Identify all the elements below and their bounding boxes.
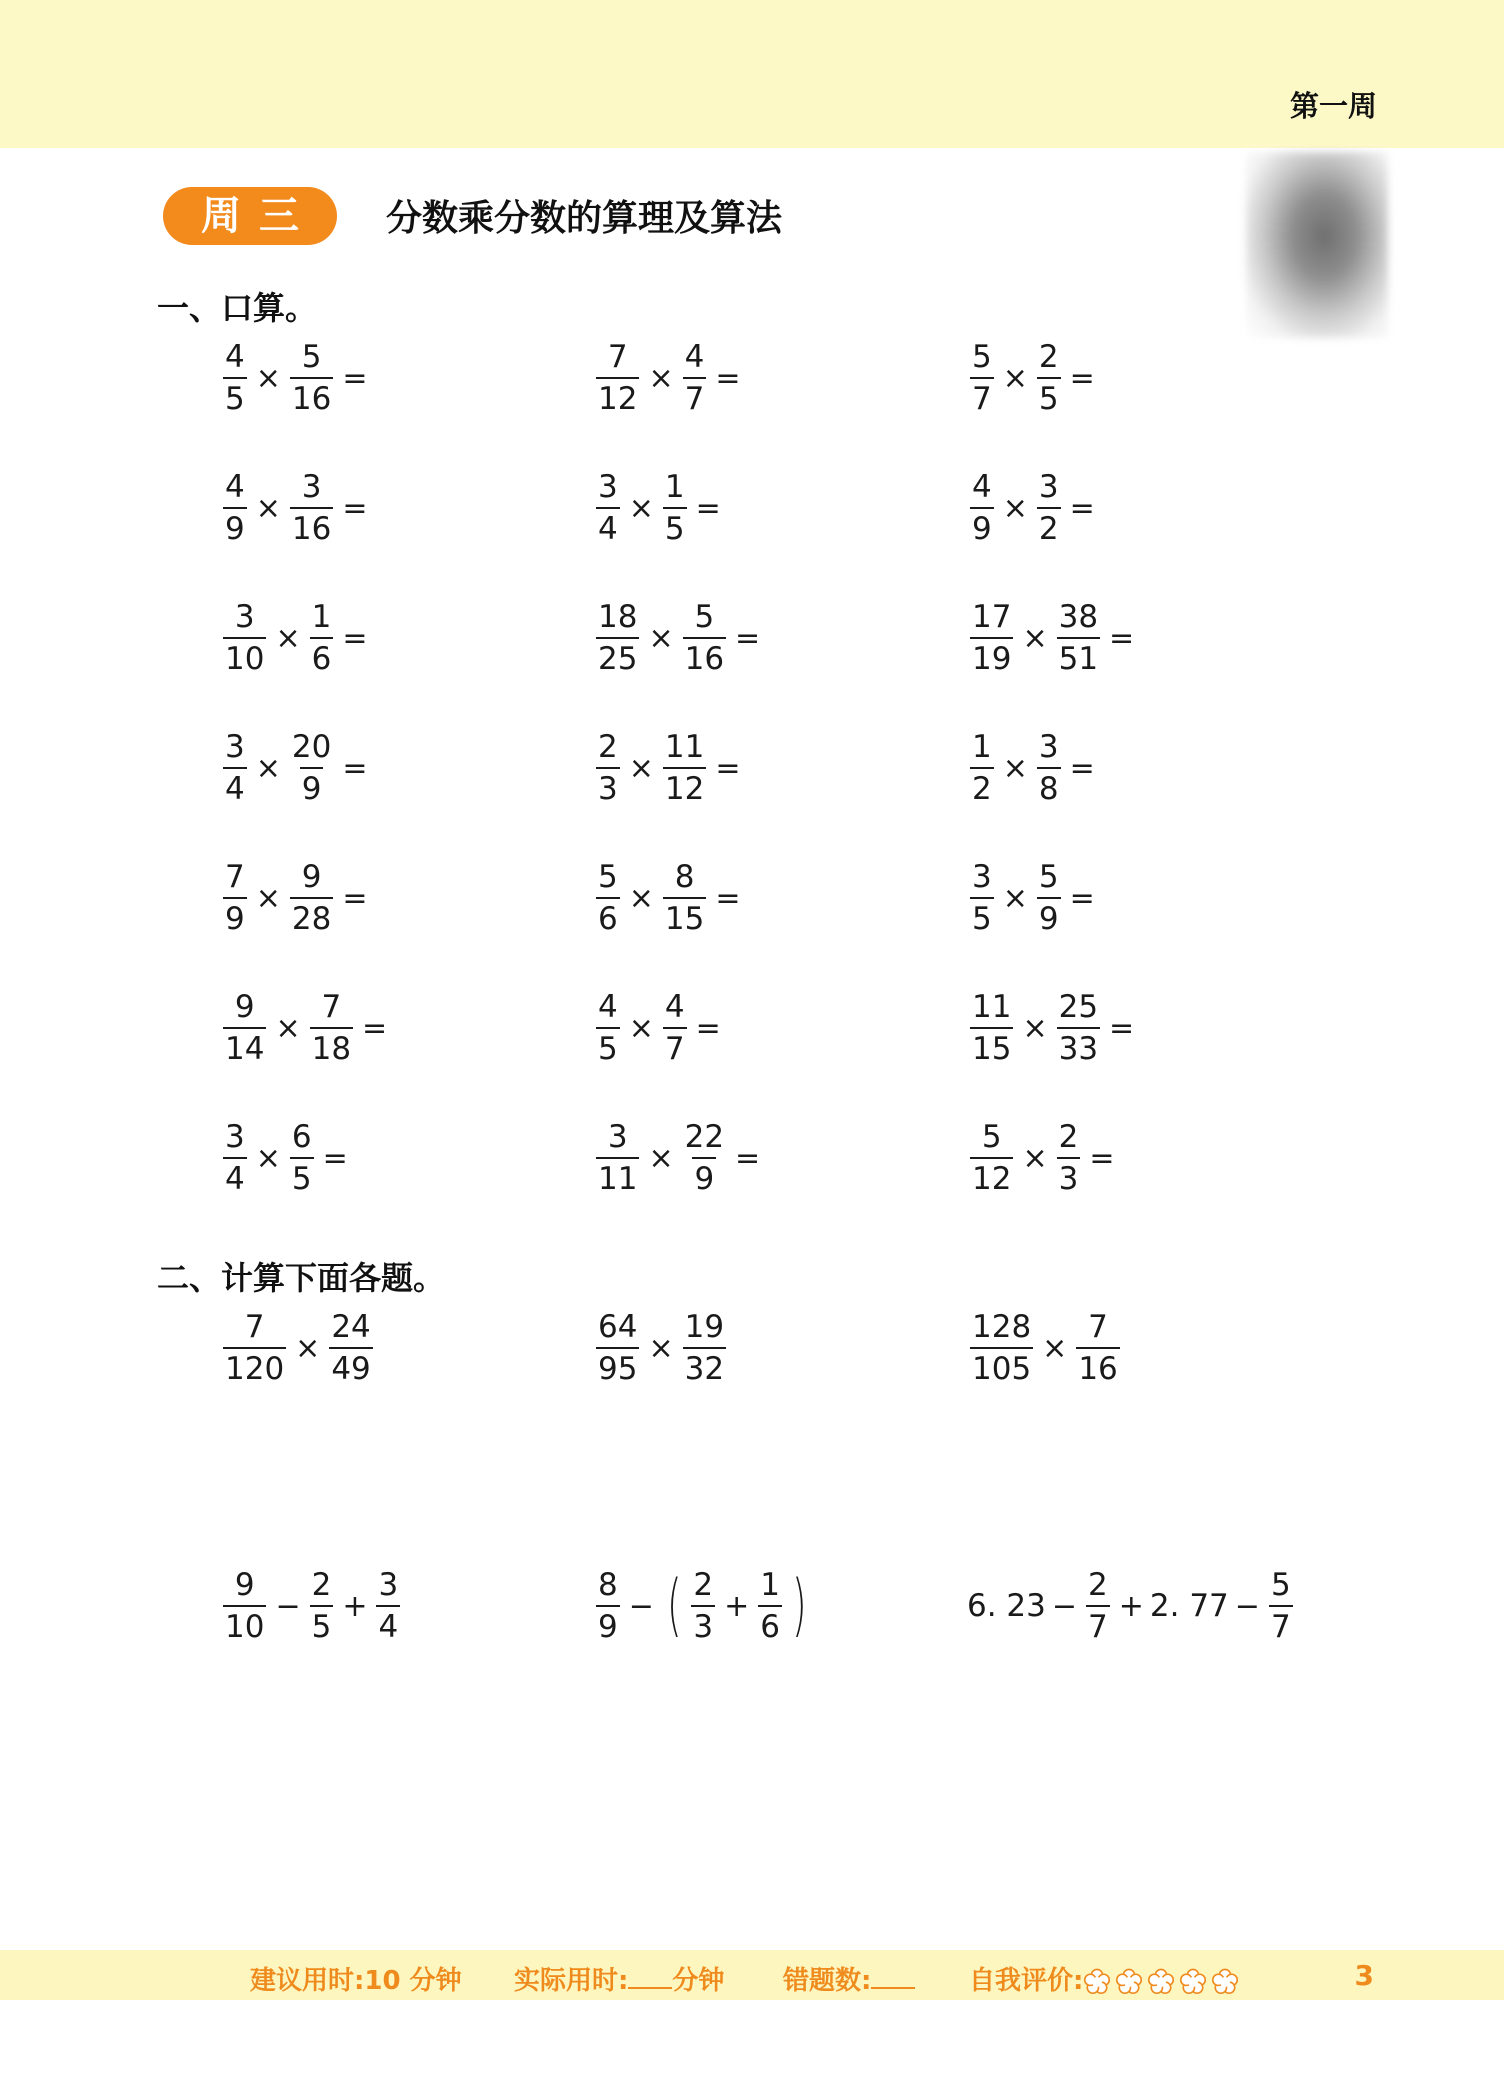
denominator: 7: [1086, 1605, 1110, 1644]
denominator: 12: [663, 767, 706, 806]
footer-band: [0, 1950, 1504, 2000]
section-2-title: 二、计算下面各题。: [157, 1259, 446, 1297]
denominator: 11: [596, 1157, 639, 1196]
equals-sign: =: [735, 1140, 761, 1176]
fraction: [970, 730, 994, 806]
numerator: 19: [684, 1309, 725, 1345]
denominator: 51: [1057, 637, 1100, 676]
flower-rating-icon[interactable]: [1179, 1968, 1207, 1996]
numerator: 4: [225, 469, 245, 505]
times-sign: ×: [648, 1330, 674, 1366]
oral-problem: [967, 340, 1101, 416]
denominator: 3: [691, 1605, 715, 1644]
fraction: [970, 470, 994, 546]
equals-sign: =: [1069, 750, 1095, 786]
oral-problem: [220, 600, 373, 676]
equals-sign: =: [342, 490, 368, 526]
fraction: [223, 600, 266, 676]
fraction: [290, 470, 333, 546]
numerator: 5: [301, 339, 322, 375]
fraction: [223, 1568, 266, 1644]
fraction: [1086, 1568, 1110, 1644]
fraction: [596, 1310, 639, 1386]
times-sign: ×: [1022, 1140, 1048, 1176]
numerator: 2: [693, 1567, 714, 1603]
numerator: 4: [225, 339, 245, 375]
fraction: [329, 1310, 372, 1386]
fraction: [290, 730, 333, 806]
fraction: [223, 860, 247, 936]
denominator: 32: [683, 1347, 726, 1386]
equals-sign: =: [322, 1140, 348, 1176]
times-sign: ×: [628, 750, 654, 786]
oral-problem: [220, 860, 373, 936]
mixed-expression: [967, 1568, 1296, 1644]
times-sign: ×: [275, 620, 301, 656]
fraction: [290, 860, 333, 936]
lesson-title: 分数乘分数的算理及算法: [386, 198, 783, 239]
denominator: 15: [970, 1027, 1013, 1066]
denominator: 5: [970, 897, 994, 936]
denominator: 4: [223, 1157, 247, 1196]
denominator: 3: [1057, 1157, 1081, 1196]
times-sign: ×: [1022, 1010, 1048, 1046]
mixed-expression: [593, 1568, 814, 1644]
equals-sign: =: [1109, 620, 1135, 656]
numerator: 3: [1038, 469, 1059, 505]
numerator: 20: [291, 729, 332, 765]
oral-problem: [967, 1120, 1120, 1196]
fraction: [596, 600, 639, 676]
times-sign: ×: [255, 1140, 281, 1176]
decimal-number: 2. 77: [1149, 1588, 1229, 1624]
fraction: [683, 1310, 726, 1386]
times-sign: ×: [255, 880, 281, 916]
equals-sign: =: [715, 880, 741, 916]
denominator: 9: [692, 1157, 716, 1196]
denominator: 120: [223, 1347, 286, 1386]
fraction: [596, 340, 639, 416]
fraction: [970, 600, 1013, 676]
fraction: [596, 1568, 620, 1644]
numerator: 3: [378, 1567, 399, 1603]
denominator: 28: [290, 897, 333, 936]
fraction: [758, 1568, 782, 1644]
times-sign: ×: [1002, 490, 1028, 526]
oral-problem: [593, 1120, 766, 1196]
flower-rating-icon[interactable]: [1115, 1968, 1143, 1996]
fraction: [596, 470, 620, 546]
times-sign: ×: [255, 360, 281, 396]
oral-problem: [967, 860, 1101, 936]
minus-sign: −: [1051, 1588, 1078, 1624]
times-sign: ×: [255, 750, 281, 786]
oral-problem: [220, 1120, 354, 1196]
times-sign: ×: [1002, 360, 1028, 396]
denominator: 16: [290, 377, 333, 416]
times-sign: ×: [275, 1010, 301, 1046]
numerator: 5: [598, 859, 618, 895]
equals-sign: =: [1069, 880, 1095, 916]
times-sign: ×: [1022, 620, 1048, 656]
numerator: 2: [1038, 339, 1059, 375]
numerator: 3: [301, 469, 322, 505]
fraction: [663, 470, 687, 546]
denominator: 9: [596, 1605, 620, 1644]
actual-time-label: 实际用时:: [514, 1966, 629, 1996]
oral-problem: [220, 340, 373, 416]
fraction: [691, 1568, 715, 1644]
actual-time-unit: 分钟: [672, 1966, 725, 1996]
numerator: 9: [234, 1567, 255, 1603]
numerator: 9: [234, 989, 255, 1025]
denominator: 16: [290, 507, 333, 546]
right-paren: ): [791, 1566, 807, 1645]
numerator: 22: [684, 1119, 725, 1155]
mistakes-blank[interactable]: [871, 1965, 915, 1989]
equals-sign: =: [695, 1010, 721, 1046]
denominator: 4: [223, 767, 247, 806]
numerator: 3: [972, 859, 992, 895]
fraction: [683, 1120, 726, 1196]
times-sign: ×: [1042, 1330, 1068, 1366]
equals-sign: =: [342, 620, 368, 656]
oral-problem: [593, 860, 746, 936]
fraction: [970, 860, 994, 936]
numerator: 6: [291, 1119, 312, 1155]
oral-problem: [593, 470, 727, 546]
fraction: [970, 1120, 1013, 1196]
fraction: [1269, 1568, 1293, 1644]
fraction: [596, 1120, 639, 1196]
denominator: 7: [683, 377, 707, 416]
minus-sign: −: [275, 1588, 301, 1624]
fraction: [1037, 340, 1061, 416]
times-sign: ×: [648, 1140, 674, 1176]
denominator: 14: [223, 1027, 266, 1066]
numerator: 3: [234, 599, 255, 635]
page-number: 3: [1354, 1959, 1374, 1992]
fraction: [663, 730, 706, 806]
numerator: 1: [972, 729, 992, 765]
denominator: 105: [970, 1347, 1033, 1386]
numerator: 5: [1270, 1567, 1291, 1603]
fraction: [683, 600, 726, 676]
numerator: 7: [1088, 1309, 1108, 1345]
denominator: 18: [310, 1027, 353, 1066]
denominator: 5: [596, 1027, 620, 1066]
numerator: 5: [694, 599, 715, 635]
section-1-title: 一、口算。: [157, 289, 318, 327]
denominator: 12: [596, 377, 639, 416]
equals-sign: =: [1069, 490, 1095, 526]
oral-problem: [967, 470, 1101, 546]
fraction: [970, 340, 994, 416]
equals-sign: =: [1109, 1010, 1135, 1046]
fraction: [290, 340, 333, 416]
fraction: [1037, 730, 1061, 806]
times-sign: ×: [628, 490, 654, 526]
rating-flowers: [1083, 1968, 1239, 1996]
denominator: 4: [376, 1605, 400, 1644]
denominator: 5: [310, 1605, 334, 1644]
numerator: 3: [225, 729, 245, 765]
numerator: 4: [972, 469, 992, 505]
denominator: 6: [310, 637, 334, 676]
fraction: [223, 470, 247, 546]
equals-sign: =: [695, 490, 721, 526]
oral-problem: [220, 730, 373, 806]
blurred-qr-image: [1246, 152, 1388, 338]
equals-sign: =: [1069, 360, 1095, 396]
fraction: [290, 1120, 314, 1196]
denominator: 33: [1057, 1027, 1100, 1066]
product-problem: [967, 1310, 1123, 1386]
denominator: 5: [223, 377, 247, 416]
numerator: 18: [598, 599, 638, 635]
numerator: 5: [972, 339, 992, 375]
denominator: 12: [970, 1157, 1013, 1196]
numerator: 2: [598, 729, 618, 765]
denominator: 9: [300, 767, 324, 806]
numerator: 3: [607, 1119, 628, 1155]
denominator: 5: [290, 1157, 314, 1196]
denominator: 16: [1076, 1347, 1119, 1386]
oral-problem: [593, 340, 746, 416]
denominator: 19: [970, 637, 1013, 676]
denominator: 16: [683, 637, 726, 676]
oral-problem: [593, 990, 727, 1066]
flower-rating-icon[interactable]: [1083, 1968, 1111, 1996]
fraction: [596, 730, 620, 806]
times-sign: ×: [648, 620, 674, 656]
oral-problem: [967, 600, 1140, 676]
mixed-expression: [220, 1568, 403, 1644]
numerator: 25: [1058, 989, 1099, 1025]
fraction: [223, 1120, 247, 1196]
fraction: [663, 860, 706, 936]
fraction: [683, 340, 707, 416]
top-band: [0, 0, 1504, 148]
denominator: 4: [596, 507, 620, 546]
equals-sign: =: [342, 360, 368, 396]
denominator: 8: [1037, 767, 1061, 806]
denominator: 95: [596, 1347, 639, 1386]
mistakes-label: 错题数:: [783, 1966, 872, 1996]
denominator: 10: [223, 637, 266, 676]
numerator: 5: [981, 1119, 1002, 1155]
denominator: 9: [970, 507, 994, 546]
oral-problem: [220, 470, 373, 546]
fraction: [1057, 600, 1100, 676]
flower-rating-icon[interactable]: [1147, 1968, 1175, 1996]
denominator: 9: [223, 897, 247, 936]
plus-sign: +: [724, 1588, 750, 1624]
equals-sign: =: [342, 880, 368, 916]
fraction: [310, 1568, 334, 1644]
denominator: 10: [223, 1605, 266, 1644]
numerator: 128: [972, 1309, 1032, 1345]
numerator: 4: [684, 339, 705, 375]
fraction: [223, 340, 247, 416]
denominator: 15: [663, 897, 706, 936]
numerator: 7: [321, 989, 342, 1025]
fraction: [663, 990, 687, 1066]
flower-rating-icon[interactable]: [1211, 1968, 1239, 1996]
numerator: 2: [1058, 1119, 1079, 1155]
equals-sign: =: [715, 750, 741, 786]
denominator: 5: [663, 507, 687, 546]
denominator: 25: [596, 637, 639, 676]
fraction: [376, 1568, 400, 1644]
fraction: [1037, 470, 1061, 546]
numerator: 4: [664, 989, 685, 1025]
denominator: 6: [596, 897, 620, 936]
times-sign: ×: [648, 360, 674, 396]
minus-sign: −: [628, 1588, 654, 1624]
denominator: 49: [329, 1347, 372, 1386]
oral-problem: [967, 990, 1140, 1066]
numerator: 1: [311, 599, 332, 635]
fraction: [1057, 1120, 1081, 1196]
decimal-number: 6. 23: [967, 1588, 1046, 1624]
self-eval-label: 自我评价:: [969, 1966, 1084, 1996]
fraction: [970, 1310, 1033, 1386]
oral-problem: [593, 730, 746, 806]
actual-time: [514, 1960, 724, 1997]
denominator: 2: [1037, 507, 1061, 546]
numerator: 9: [301, 859, 322, 895]
suggested-time: 建议用时:10 分钟: [250, 1966, 462, 1996]
self-evaluation: [969, 1960, 1239, 1997]
fraction: [596, 860, 620, 936]
numerator: 8: [598, 1567, 618, 1603]
mistakes: [783, 1960, 915, 1997]
numerator: 24: [331, 1309, 371, 1345]
numerator: 2: [311, 1567, 332, 1603]
denominator: 9: [223, 507, 247, 546]
plus-sign: +: [1118, 1588, 1144, 1624]
fraction: [596, 990, 620, 1066]
numerator: 4: [598, 989, 618, 1025]
numerator: 11: [972, 989, 1012, 1025]
numerator: 64: [598, 1309, 638, 1345]
numerator: 2: [1088, 1567, 1108, 1603]
times-sign: ×: [1002, 750, 1028, 786]
equals-sign: =: [342, 750, 368, 786]
times-sign: ×: [295, 1330, 321, 1366]
numerator: 7: [244, 1309, 265, 1345]
plus-sign: +: [342, 1588, 368, 1624]
denominator: 9: [1037, 897, 1061, 936]
fraction: [1037, 860, 1061, 936]
numerator: 7: [225, 859, 245, 895]
numerator: 1: [760, 1567, 781, 1603]
fraction: [223, 990, 266, 1066]
numerator: 11: [664, 729, 705, 765]
numerator: 8: [674, 859, 695, 895]
numerator: 3: [225, 1119, 245, 1155]
actual-time-blank[interactable]: [628, 1965, 672, 1989]
numerator: 1: [664, 469, 685, 505]
denominator: 3: [596, 767, 620, 806]
product-problem: [220, 1310, 376, 1386]
day-badge: 周三: [163, 187, 337, 245]
denominator: 2: [970, 767, 994, 806]
fraction: [310, 600, 334, 676]
left-paren: (: [666, 1566, 682, 1645]
denominator: 7: [663, 1027, 687, 1066]
fraction: [970, 990, 1013, 1066]
numerator: 3: [1038, 729, 1059, 765]
times-sign: ×: [628, 1010, 654, 1046]
fraction: [1057, 990, 1100, 1066]
oral-problem: [593, 600, 766, 676]
numerator: 3: [598, 469, 618, 505]
numerator: 7: [607, 339, 628, 375]
product-problem: [593, 1310, 729, 1386]
equals-sign: =: [735, 620, 761, 656]
times-sign: ×: [255, 490, 281, 526]
denominator: 7: [1269, 1605, 1293, 1644]
numerator: 5: [1038, 859, 1059, 895]
denominator: 7: [970, 377, 994, 416]
numerator: 38: [1058, 599, 1099, 635]
fraction: [310, 990, 353, 1066]
denominator: 5: [1037, 377, 1061, 416]
equals-sign: =: [1089, 1140, 1115, 1176]
times-sign: ×: [628, 880, 654, 916]
fraction: [223, 730, 247, 806]
oral-problem: [220, 990, 393, 1066]
week-label: 第一周: [1289, 89, 1377, 123]
numerator: 17: [972, 599, 1012, 635]
fraction: [223, 1310, 286, 1386]
times-sign: ×: [1002, 880, 1028, 916]
equals-sign: =: [362, 1010, 388, 1046]
minus-sign: −: [1234, 1588, 1260, 1624]
denominator: 6: [758, 1605, 782, 1644]
fraction: [1076, 1310, 1119, 1386]
equals-sign: =: [715, 360, 741, 396]
oral-problem: [967, 730, 1101, 806]
